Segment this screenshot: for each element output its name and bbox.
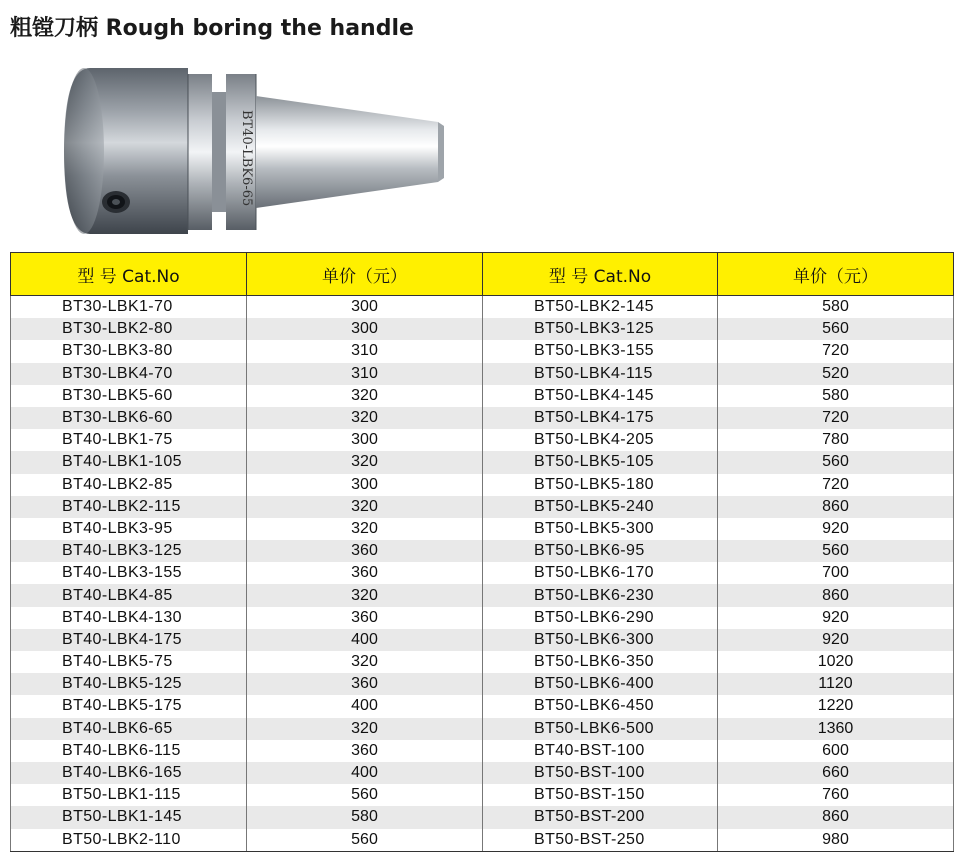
table-row <box>11 340 954 362</box>
cell-price-right: 1020 <box>718 651 954 673</box>
cell-model-left: BT40-LBK6-115 <box>11 740 247 762</box>
cell-price-left: 300 <box>247 474 483 496</box>
cell-price-right: 660 <box>718 762 954 784</box>
cell-price-left: 320 <box>247 651 483 673</box>
table-row <box>11 407 954 429</box>
table-row <box>11 429 954 451</box>
cell-model-left: BT50-LBK1-145 <box>11 806 247 828</box>
cell-model-left: BT50-LBK1-115 <box>11 784 247 806</box>
cell-model-left: BT40-LBK5-175 <box>11 695 247 717</box>
cell-price-right: 700 <box>718 562 954 584</box>
cell-price-right: 860 <box>718 806 954 828</box>
cell-model-right: BT50-LBK4-115 <box>483 363 718 385</box>
cell-price-left: 400 <box>247 695 483 717</box>
page-title: 粗镗刀柄 Rough boring the handle <box>10 16 414 41</box>
cell-model-left: BT40-LBK5-125 <box>11 673 247 695</box>
table-row <box>11 296 954 319</box>
cell-model-right: BT50-LBK5-240 <box>483 496 718 518</box>
table-row <box>11 629 954 651</box>
cell-price-right: 760 <box>718 784 954 806</box>
table-row <box>11 562 954 584</box>
table-row <box>11 829 954 852</box>
cell-price-left: 320 <box>247 385 483 407</box>
cell-price-right: 920 <box>718 629 954 651</box>
cell-model-right: BT50-LBK4-205 <box>483 429 718 451</box>
table-row <box>11 318 954 340</box>
table-row <box>11 718 954 740</box>
cell-price-right: 580 <box>718 385 954 407</box>
cell-price-left: 400 <box>247 762 483 784</box>
cell-price-left: 360 <box>247 540 483 562</box>
header-model-right: 型 号 Cat.No <box>483 253 718 296</box>
cell-model-right: BT50-LBK6-450 <box>483 695 718 717</box>
cell-price-right: 1220 <box>718 695 954 717</box>
cell-price-right: 860 <box>718 496 954 518</box>
cell-model-right: BT50-BST-100 <box>483 762 718 784</box>
cell-price-right: 580 <box>718 296 954 319</box>
cell-price-left: 320 <box>247 718 483 740</box>
cell-price-left: 300 <box>247 296 483 319</box>
cell-model-right: BT50-LBK6-230 <box>483 584 718 606</box>
cell-price-left: 560 <box>247 829 483 852</box>
cell-model-left: BT40-LBK3-95 <box>11 518 247 540</box>
table-row <box>11 806 954 828</box>
cell-model-left: BT40-LBK3-125 <box>11 540 247 562</box>
cell-price-left: 400 <box>247 629 483 651</box>
cell-price-left: 360 <box>247 740 483 762</box>
cell-price-right: 560 <box>718 540 954 562</box>
cell-model-right: BT40-BST-100 <box>483 740 718 762</box>
cell-price-right: 860 <box>718 584 954 606</box>
cell-model-left: BT40-LBK5-75 <box>11 651 247 673</box>
cell-model-left: BT30-LBK2-80 <box>11 318 247 340</box>
cell-model-right: BT50-LBK4-175 <box>483 407 718 429</box>
cell-price-left: 320 <box>247 518 483 540</box>
cell-price-left: 320 <box>247 584 483 606</box>
header-price-left: 单价（元） <box>247 253 483 296</box>
cell-model-left: BT40-LBK1-105 <box>11 451 247 473</box>
cell-model-right: BT50-LBK5-105 <box>483 451 718 473</box>
table-row <box>11 762 954 784</box>
cell-model-right: BT50-BST-150 <box>483 784 718 806</box>
cell-model-left: BT40-LBK2-115 <box>11 496 247 518</box>
cell-price-right: 720 <box>718 474 954 496</box>
table-row <box>11 363 954 385</box>
cell-model-left: BT40-LBK1-75 <box>11 429 247 451</box>
table-row <box>11 518 954 540</box>
cell-price-right: 560 <box>718 318 954 340</box>
cell-model-left: BT30-LBK3-80 <box>11 340 247 362</box>
table-row <box>11 695 954 717</box>
table-row <box>11 540 954 562</box>
cell-model-left: BT30-LBK1-70 <box>11 296 247 319</box>
cell-price-right: 980 <box>718 829 954 852</box>
table-row <box>11 651 954 673</box>
cell-price-right: 920 <box>718 518 954 540</box>
cell-model-left: BT40-LBK3-155 <box>11 562 247 584</box>
cell-price-left: 300 <box>247 429 483 451</box>
cell-model-right: BT50-LBK4-145 <box>483 385 718 407</box>
cell-model-left: BT40-LBK4-130 <box>11 607 247 629</box>
table-row <box>11 496 954 518</box>
table-row <box>11 451 954 473</box>
cell-model-right: BT50-LBK5-300 <box>483 518 718 540</box>
cell-model-right: BT50-LBK5-180 <box>483 474 718 496</box>
cell-model-right: BT50-LBK6-400 <box>483 673 718 695</box>
table-row <box>11 584 954 606</box>
cell-model-right: BT50-LBK6-290 <box>483 607 718 629</box>
price-table <box>10 252 954 852</box>
cell-price-right: 920 <box>718 607 954 629</box>
table-row <box>11 740 954 762</box>
cell-model-left: BT40-LBK6-65 <box>11 718 247 740</box>
cell-model-right: BT50-LBK6-170 <box>483 562 718 584</box>
cell-model-right: BT50-LBK3-155 <box>483 340 718 362</box>
header-model-left: 型 号 Cat.No <box>11 253 247 296</box>
cell-price-right: 1120 <box>718 673 954 695</box>
cell-model-right: BT50-BST-250 <box>483 829 718 852</box>
cell-model-left: BT30-LBK4-70 <box>11 363 247 385</box>
tool-marking: BT40-LBK6-65 <box>239 110 254 207</box>
cell-price-left: 360 <box>247 607 483 629</box>
cell-price-right: 560 <box>718 451 954 473</box>
cell-model-right: BT50-LBK6-95 <box>483 540 718 562</box>
table-row <box>11 784 954 806</box>
cell-model-left: BT30-LBK5-60 <box>11 385 247 407</box>
cell-model-left: BT40-LBK4-85 <box>11 584 247 606</box>
cell-model-right: BT50-BST-200 <box>483 806 718 828</box>
cell-model-right: BT50-LBK6-350 <box>483 651 718 673</box>
cell-model-left: BT50-LBK2-110 <box>11 829 247 852</box>
table-row <box>11 385 954 407</box>
cell-price-left: 580 <box>247 806 483 828</box>
cell-price-left: 310 <box>247 363 483 385</box>
cell-price-right: 1360 <box>718 718 954 740</box>
cell-price-left: 560 <box>247 784 483 806</box>
cell-model-right: BT50-LBK2-145 <box>483 296 718 319</box>
cell-model-left: BT40-LBK6-165 <box>11 762 247 784</box>
table-header-row <box>11 253 954 296</box>
cell-price-right: 720 <box>718 407 954 429</box>
cell-price-right: 520 <box>718 363 954 385</box>
cell-price-left: 320 <box>247 496 483 518</box>
table-row <box>11 474 954 496</box>
cell-price-left: 360 <box>247 562 483 584</box>
cell-price-left: 320 <box>247 407 483 429</box>
cell-model-right: BT50-LBK6-300 <box>483 629 718 651</box>
cell-model-right: BT50-LBK3-125 <box>483 318 718 340</box>
cell-price-right: 780 <box>718 429 954 451</box>
cell-price-left: 300 <box>247 318 483 340</box>
cell-price-left: 310 <box>247 340 483 362</box>
table-row <box>11 673 954 695</box>
cell-price-right: 600 <box>718 740 954 762</box>
cell-price-left: 360 <box>247 673 483 695</box>
table-row <box>11 607 954 629</box>
cell-model-right: BT50-LBK6-500 <box>483 718 718 740</box>
cell-model-left: BT40-LBK2-85 <box>11 474 247 496</box>
cell-price-left: 320 <box>247 451 483 473</box>
cell-model-left: BT40-LBK4-175 <box>11 629 247 651</box>
cell-model-left: BT30-LBK6-60 <box>11 407 247 429</box>
cell-price-right: 720 <box>718 340 954 362</box>
boring-handle-image <box>60 66 460 238</box>
header-price-right: 单价（元） <box>718 253 954 296</box>
